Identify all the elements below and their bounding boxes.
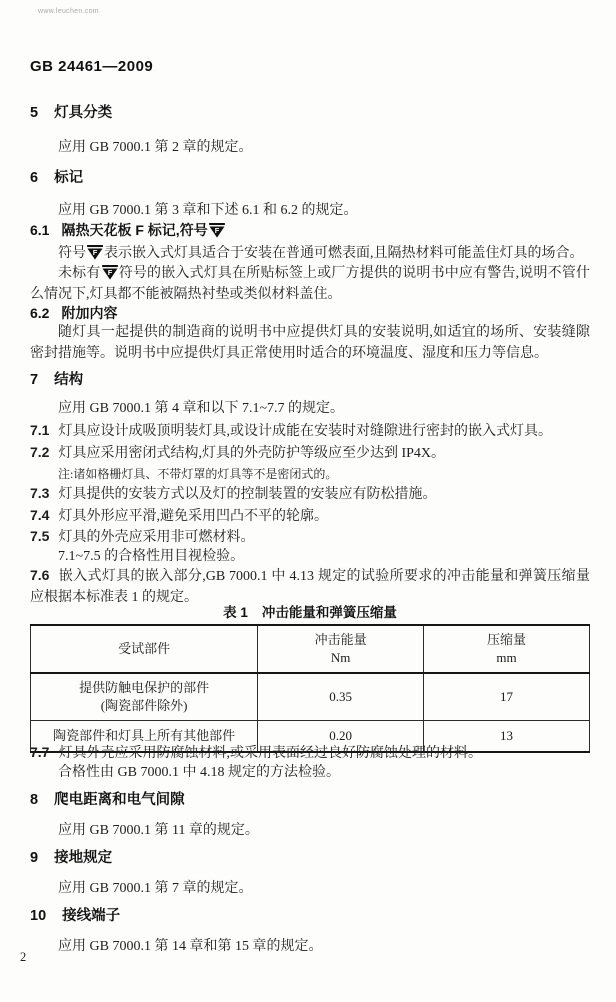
clause-7-7 xyxy=(30,742,590,764)
clause-7-5 xyxy=(30,526,590,548)
page-number: 2 xyxy=(20,950,27,964)
cell-compression: 13 xyxy=(424,721,590,753)
section-8-heading xyxy=(30,790,590,811)
section-title: 接地规定 xyxy=(54,850,113,866)
watermark-url: www.leuchen.com xyxy=(38,8,99,15)
header-impact xyxy=(258,625,424,673)
clause-text: 灯具外壳应采用防腐蚀材料,或采用表面经过良好防腐蚀处理的材料。 xyxy=(58,746,482,761)
f-mark-icon xyxy=(102,265,118,280)
table-1 xyxy=(30,624,590,753)
section-10-heading xyxy=(30,906,590,927)
clause-text: 灯具提供的安装方式以及灯的控制装置的安装应有防松措施。 xyxy=(58,487,437,502)
clause-text: 灯具外形应平滑,避免采用凹凸不平的轮廓。 xyxy=(58,509,328,524)
section-6-1-heading xyxy=(30,220,590,241)
clause-text: 灯具的外壳应采用非可燃材料。 xyxy=(58,530,255,545)
section-number: 10 xyxy=(30,908,47,924)
standard-number: GB 24461—2009 xyxy=(30,58,154,75)
header-compression-name: 压缩量 xyxy=(487,632,527,647)
header-compression-unit: mm xyxy=(496,650,517,665)
clause-7-7-extra: 合格性由 GB 7000.1 中 4.18 规定的方法检验。 xyxy=(58,765,340,780)
clause-number: 7.6 xyxy=(30,567,50,583)
section-9-body: 应用 GB 7000.1 第 7 章的规定。 xyxy=(58,881,253,896)
section-title: 灯具分类 xyxy=(54,105,113,121)
clause-7-4 xyxy=(30,505,590,527)
section-6-2-body: 随灯具一起提供的制造商的说明书中应提供灯具的安装说明,如适宜的场所、安装缝隙密封措施等。说明书中应提供灯具正常使用时适合的环境温度、湿度和压力等信息。 xyxy=(30,325,590,361)
section-number: 8 xyxy=(30,792,39,808)
section-number: 9 xyxy=(30,850,39,866)
clause-7-3 xyxy=(30,483,590,505)
clause-number: 7.3 xyxy=(30,485,50,501)
clause-number: 7.5 xyxy=(30,528,50,544)
para-text: 表示嵌入式灯具适合于安装在普通可燃表面,且隔热材料可能盖住灯具的场合。 xyxy=(104,246,584,261)
table-header-row xyxy=(31,625,590,673)
section-5-heading xyxy=(30,103,590,124)
clause-number: 7.7 xyxy=(30,744,50,760)
svg-text:F: F xyxy=(107,267,112,277)
svg-text:F: F xyxy=(92,247,98,257)
section-title: 接线端子 xyxy=(62,908,121,924)
cell-compression: 17 xyxy=(424,673,590,721)
section-6-1-para-1 xyxy=(30,243,590,264)
section-9-heading xyxy=(30,848,590,869)
clause-number: 7.2 xyxy=(30,444,50,460)
cell-part: 陶瓷部件和灯具上所有其他部件 xyxy=(31,721,258,753)
f-mark-icon xyxy=(209,223,225,238)
section-number: 7 xyxy=(30,372,39,388)
table-1-caption xyxy=(30,602,590,623)
clause-7-5-extra: 7.1~7.5 的合格性用目视检验。 xyxy=(58,549,245,564)
section-number: 6.2 xyxy=(30,305,50,321)
clause-7-2 xyxy=(30,442,590,464)
table-row xyxy=(31,673,590,721)
section-10-body: 应用 GB 7000.1 第 14 章和第 15 章的规定。 xyxy=(58,939,323,954)
section-7-intro: 应用 GB 7000.1 第 4 章和以下 7.1~7.7 的规定。 xyxy=(58,401,345,416)
section-title: 结构 xyxy=(54,372,84,388)
section-title: 标记 xyxy=(54,170,84,186)
section-title: 爬电距离和电气间隙 xyxy=(54,792,185,808)
para-text: 未标有 xyxy=(58,266,101,281)
cell-part-line2: (陶瓷部件除外) xyxy=(100,698,188,713)
header-part: 受试部件 xyxy=(31,625,258,673)
svg-text:F: F xyxy=(214,225,219,235)
f-mark-icon xyxy=(87,245,103,260)
section-6-2-heading xyxy=(30,303,590,324)
header-compression xyxy=(424,625,590,673)
clause-number: 7.4 xyxy=(30,507,50,523)
section-8-body: 应用 GB 7000.1 第 11 章的规定。 xyxy=(58,823,259,838)
table-caption-title: 冲击能量和弹簧压缩量 xyxy=(261,605,397,620)
cell-part xyxy=(31,673,258,721)
para-text: 符号的嵌入式灯具在所贴标签上或厂方提供的说明书中应有警告,说明不管什么情况下,灯具都不能被隔热衬垫或类似材料盖住。 xyxy=(30,266,591,302)
clause-7-2-note: 注:诸如格栅灯具、不带灯罩的灯具等不是密闭式的。 xyxy=(58,467,338,481)
section-title: 附加内容 xyxy=(61,305,118,321)
cell-part-line1: 提供防触电保护的部件 xyxy=(79,680,210,695)
section-number: 6.1 xyxy=(30,222,50,238)
clause-text: 灯具应设计成吸顶明装灯具,或设计成能在安装时对缝隙进行密封的嵌入式灯具。 xyxy=(58,424,552,439)
section-number: 6 xyxy=(30,170,39,186)
section-6-heading xyxy=(30,168,590,189)
section-5-body: 应用 GB 7000.1 第 2 章的规定。 xyxy=(58,140,253,155)
header-impact-name: 冲击能量 xyxy=(314,632,367,647)
section-6-body: 应用 GB 7000.1 第 3 章和下述 6.1 和 6.2 的规定。 xyxy=(58,203,358,218)
header-impact-unit: Nm xyxy=(330,650,351,665)
para-text: 符号 xyxy=(58,246,86,261)
section-7-heading xyxy=(30,370,590,391)
clause-7-1 xyxy=(30,420,590,442)
clause-text: 灯具应采用密闭式结构,灯具的外壳防护等级应至少达到 IP4X。 xyxy=(58,446,446,461)
clause-number: 7.1 xyxy=(30,422,50,438)
section-title: 隔热天花板 F 标记,符号 xyxy=(61,222,208,238)
section-6-1-para-2 xyxy=(30,263,590,305)
clause-text: 嵌入式灯具的嵌入部分,GB 7000.1 中 4.13 规定的试验所要求的冲击能量和弹簧压缩量应根据本标准表 1 的规定。 xyxy=(30,569,590,605)
cell-impact: 0.20 xyxy=(258,721,424,753)
section-number: 5 xyxy=(30,105,39,121)
cell-impact: 0.35 xyxy=(258,673,424,721)
table-caption-label: 表 1 xyxy=(223,605,248,620)
